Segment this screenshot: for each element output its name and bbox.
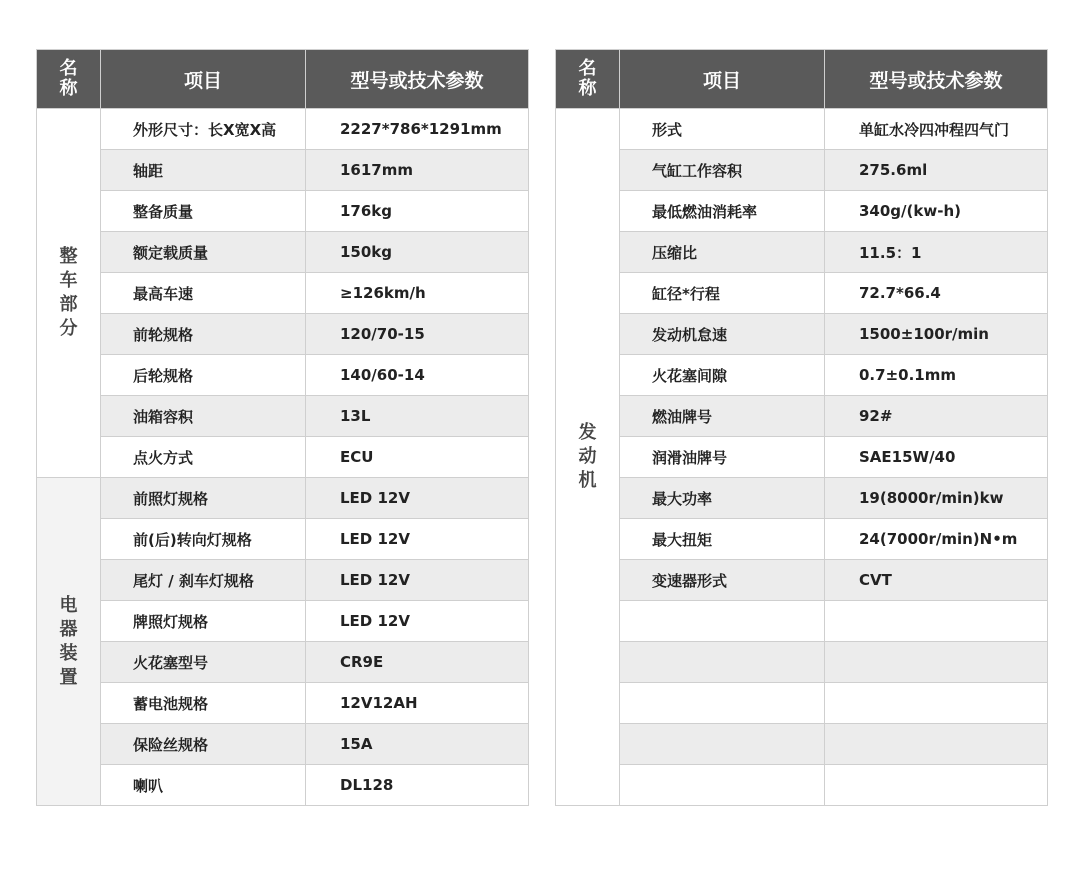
table-row	[556, 724, 1048, 765]
table-row	[556, 355, 1048, 396]
spec-value: 1617mm	[306, 150, 529, 191]
spec-value: 单缸水冷四冲程四气门	[825, 109, 1048, 150]
header-name: 名称	[556, 50, 620, 109]
table-row	[37, 642, 529, 683]
spec-value: 0.7±0.1mm	[825, 355, 1048, 396]
spec-value: 19(8000r/min)kw	[825, 478, 1048, 519]
spec-item: 变速器形式	[620, 560, 825, 601]
spec-value: 11.5：1	[825, 232, 1048, 273]
spec-value: 92#	[825, 396, 1048, 437]
spec-value: LED 12V	[306, 560, 529, 601]
table-row	[556, 150, 1048, 191]
table-row	[37, 478, 529, 519]
table-row	[37, 273, 529, 314]
spec-value	[825, 724, 1048, 765]
header-spec: 型号或技术参数	[825, 50, 1048, 109]
spec-value	[825, 683, 1048, 724]
table-row	[37, 765, 529, 806]
spec-item	[620, 683, 825, 724]
table-row	[37, 150, 529, 191]
spec-value: 24(7000r/min)N•m	[825, 519, 1048, 560]
spec-item: 最大扭矩	[620, 519, 825, 560]
spec-item	[620, 765, 825, 806]
spec-item: 燃油牌号	[620, 396, 825, 437]
spec-value	[825, 642, 1048, 683]
spec-value: 150kg	[306, 232, 529, 273]
spec-value: 275.6ml	[825, 150, 1048, 191]
table-row	[556, 478, 1048, 519]
group-label: 电器装置	[37, 478, 101, 806]
table-row	[556, 437, 1048, 478]
spec-item	[620, 642, 825, 683]
table-row	[37, 191, 529, 232]
spec-item: 喇叭	[101, 765, 306, 806]
spec-item: 压缩比	[620, 232, 825, 273]
spec-item: 前(后)转向灯规格	[101, 519, 306, 560]
table-row	[556, 683, 1048, 724]
spec-value: LED 12V	[306, 478, 529, 519]
spec-item: 发动机怠速	[620, 314, 825, 355]
group-label: 发动机	[556, 109, 620, 806]
table-row	[556, 232, 1048, 273]
spec-item: 后轮规格	[101, 355, 306, 396]
vehicle-spec-table	[36, 49, 529, 806]
table-row	[37, 355, 529, 396]
spec-value: 1500±100r/min	[825, 314, 1048, 355]
spec-item: 润滑油牌号	[620, 437, 825, 478]
header-spec: 型号或技术参数	[306, 50, 529, 109]
table-row	[37, 396, 529, 437]
spec-value: 12V12AH	[306, 683, 529, 724]
spec-item: 火花塞间隙	[620, 355, 825, 396]
table-row	[556, 396, 1048, 437]
spec-item: 蓄电池规格	[101, 683, 306, 724]
spec-value: ECU	[306, 437, 529, 478]
spec-item: 外形尺寸：长X宽X高	[101, 109, 306, 150]
table-row	[37, 724, 529, 765]
table-row	[556, 314, 1048, 355]
spec-value: 13L	[306, 396, 529, 437]
spec-item: 缸径*行程	[620, 273, 825, 314]
table-row	[556, 765, 1048, 806]
spec-value: 140/60-14	[306, 355, 529, 396]
spec-value: SAE15W/40	[825, 437, 1048, 478]
spec-value: 340g/(kw-h)	[825, 191, 1048, 232]
spec-item: 形式	[620, 109, 825, 150]
spec-value: CR9E	[306, 642, 529, 683]
table-row	[556, 560, 1048, 601]
spec-value: LED 12V	[306, 519, 529, 560]
spec-value: 176kg	[306, 191, 529, 232]
table-row	[37, 683, 529, 724]
spec-item: 前轮规格	[101, 314, 306, 355]
table-row	[556, 601, 1048, 642]
spec-item	[620, 724, 825, 765]
header-item: 项目	[101, 50, 306, 109]
spec-item: 点火方式	[101, 437, 306, 478]
table-row	[556, 519, 1048, 560]
group-label: 整车部分	[37, 109, 101, 478]
table-row	[37, 109, 529, 150]
table-header-row	[37, 50, 529, 109]
spec-value: DL128	[306, 765, 529, 806]
table-row	[556, 191, 1048, 232]
table-row	[37, 232, 529, 273]
spec-item: 整备质量	[101, 191, 306, 232]
table-row	[556, 273, 1048, 314]
spec-value: 15A	[306, 724, 529, 765]
spec-item: 保险丝规格	[101, 724, 306, 765]
header-item: 项目	[620, 50, 825, 109]
spec-item: 额定载质量	[101, 232, 306, 273]
table-row	[556, 642, 1048, 683]
spec-item: 油箱容积	[101, 396, 306, 437]
spec-value: 72.7*66.4	[825, 273, 1048, 314]
spec-item: 最大功率	[620, 478, 825, 519]
table-header-row	[556, 50, 1048, 109]
spec-value: ≥126km/h	[306, 273, 529, 314]
table-row	[556, 109, 1048, 150]
spec-item: 最低燃油消耗率	[620, 191, 825, 232]
table-row	[37, 314, 529, 355]
table-row	[37, 437, 529, 478]
table-row	[37, 560, 529, 601]
spec-item: 牌照灯规格	[101, 601, 306, 642]
engine-spec-table	[555, 49, 1048, 806]
spec-value: 2227*786*1291mm	[306, 109, 529, 150]
spec-value	[825, 601, 1048, 642]
spec-item	[620, 601, 825, 642]
spec-item: 火花塞型号	[101, 642, 306, 683]
spec-item: 轴距	[101, 150, 306, 191]
spec-value: CVT	[825, 560, 1048, 601]
spec-item: 气缸工作容积	[620, 150, 825, 191]
spec-item: 最高车速	[101, 273, 306, 314]
spec-value: 120/70-15	[306, 314, 529, 355]
spec-value: LED 12V	[306, 601, 529, 642]
spec-item: 尾灯 / 刹车灯规格	[101, 560, 306, 601]
header-name: 名称	[37, 50, 101, 109]
spec-value	[825, 765, 1048, 806]
table-row	[37, 601, 529, 642]
table-row	[37, 519, 529, 560]
spec-item: 前照灯规格	[101, 478, 306, 519]
